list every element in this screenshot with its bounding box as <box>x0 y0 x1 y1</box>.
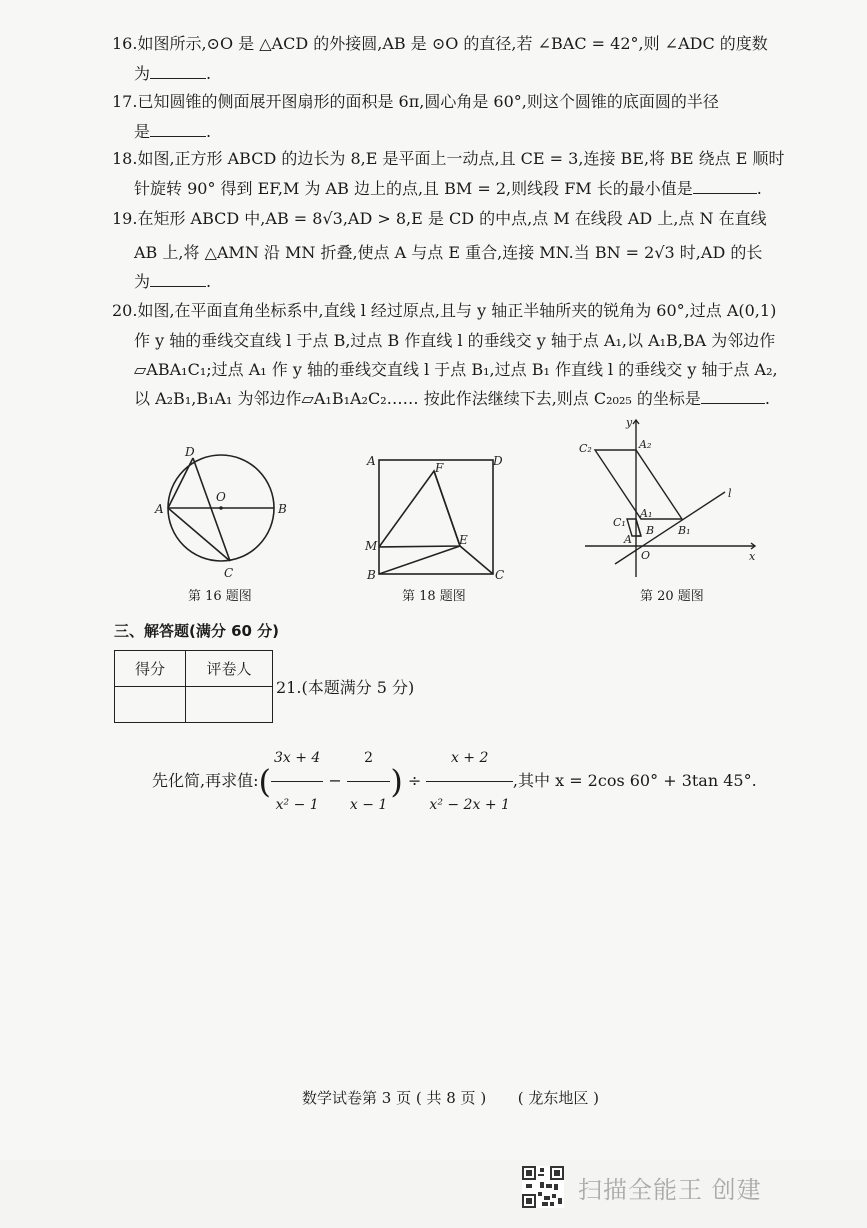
segment-be <box>379 546 460 574</box>
figure-20-caption: 第 20 题图 <box>640 589 704 604</box>
q21-suffix: ,其中 x = 2cos 60° + 3tan 45°. <box>512 771 757 790</box>
q18-prefix: 针旋转 90° 得到 EF,M 为 AB 边上的点,且 BM = 2,则线段 FM 长的最小值是 <box>134 179 693 198</box>
label-a2: A₂ <box>639 438 652 451</box>
label-c1: C₁ <box>613 516 626 529</box>
page-number: 数学试卷第 3 页 ( 共 8 页 ) <box>302 1089 487 1107</box>
q17-answer-blank <box>150 122 206 137</box>
section-heading: 三、解答题(满分 60 分) <box>114 622 280 640</box>
label-c2: C₂ <box>579 442 592 455</box>
label-b: B <box>278 502 287 516</box>
q20-line1: 20.如图,在平面直角坐标系中,直线 l 经过原点,且与 y 轴正半轴所夹的锐角为 60°,过点 A(0,1) <box>112 301 777 320</box>
divide-sign: ÷ <box>407 771 422 790</box>
score-cell <box>115 687 186 723</box>
label-b1: B₁ <box>678 524 691 537</box>
q21-expression <box>152 735 757 813</box>
q19-line2: AB 上,将 △AMN 沿 MN 折叠,使点 A 与点 E 重合,连接 MN.当 BN = 2√3 时,AD 的长 <box>134 243 763 262</box>
grader-cell <box>186 687 273 723</box>
parallelogram-c2 <box>595 450 682 519</box>
center-point <box>219 506 223 510</box>
q16-answer-blank <box>150 64 206 79</box>
q16-prefix: 为 <box>134 64 151 83</box>
label-d: D <box>493 454 503 468</box>
figure-18-square <box>362 448 512 583</box>
q18-line1: 18.如图,正方形 ABCD 的边长为 8,E 是平面上一动点,且 CE = 3,连接 BE,将 BE 绕点 E 顺时 <box>112 149 785 168</box>
label-a: A <box>155 502 164 516</box>
q17-prefix: 是 <box>134 122 151 141</box>
figure-16-caption: 第 16 题图 <box>188 589 252 604</box>
label-x: x <box>749 550 756 563</box>
q20-line2: 作 y 轴的垂线交直线 l 于点 B,过点 B 作直线 l 的垂线交 y 轴于点 A₁,以 A₁B,BA 为邻边作 <box>134 331 776 350</box>
label-a: A <box>367 454 376 468</box>
q17-line2 <box>134 122 211 142</box>
q19-answer-blank <box>150 272 206 287</box>
page-footer <box>302 1087 599 1108</box>
score-header: 得分 <box>115 651 186 687</box>
scanner-watermark: 扫描全能王 创建 <box>578 1176 762 1204</box>
label-m: M <box>365 539 378 553</box>
line-l <box>615 492 725 564</box>
label-o: O <box>641 549 651 562</box>
label-o: O <box>216 490 226 504</box>
q16-line2 <box>134 64 211 84</box>
q21-title: 21.(本题满分 5 分) <box>276 678 415 697</box>
segment-fe <box>434 471 460 546</box>
label-a1: A₁ <box>640 507 653 520</box>
q18-line2 <box>134 179 762 199</box>
q20-period: . <box>764 389 770 408</box>
q16-period: . <box>206 64 212 83</box>
score-table <box>114 650 273 723</box>
label-b: B <box>646 524 655 537</box>
figure-18-caption: 第 18 题图 <box>402 589 466 604</box>
label-d: D <box>185 445 195 459</box>
grader-header: 评卷人 <box>186 651 273 687</box>
q16-line1: 16.如图所示,⊙O 是 △ACD 的外接圆,AB 是 ⊙O 的直径,若 ∠BAC = 42°,则 ∠ADC 的度数 <box>112 34 768 53</box>
figure-16-circle <box>150 440 300 590</box>
label-e: E <box>459 533 468 547</box>
fraction-2: $\frac{2}{x - 1}$ <box>347 735 390 828</box>
segment-a1b <box>636 519 641 536</box>
fraction-1: $\frac{3x + 4}{\text{x² − 1}}$ <box>271 735 323 828</box>
figure-20-coordinate <box>575 412 765 577</box>
q21-prefix: 先化简,再求值: <box>152 771 259 790</box>
label-c: C <box>224 566 234 580</box>
q17-period: . <box>206 122 212 141</box>
chord-ad <box>168 458 193 508</box>
q20-line3: ▱ABA₁C₁;过点 A₁ 作 y 轴的垂线交直线 l 于点 B₁,过点 B₁ 作直线 l 的垂线交 y 轴于点 A₂, <box>134 360 778 379</box>
fraction-3: $\frac{x + 2}{\text{x² − 2x + 1}}$ <box>426 735 512 828</box>
q20-answer-blank <box>701 389 765 404</box>
label-l: l <box>728 487 732 500</box>
q19-line3 <box>134 272 211 292</box>
q17-line1: 17.已知圆锥的侧面展开图扇形的面积是 6π,圆心角是 60°,则这个圆锥的底面圆的半径 <box>112 92 719 111</box>
right-paren: ) <box>390 762 403 801</box>
q18-period: . <box>756 179 762 198</box>
q19-period: . <box>206 272 212 291</box>
label-c: C <box>495 568 505 582</box>
minus-sign: − <box>328 771 342 790</box>
q19-prefix: 为 <box>134 272 151 291</box>
q19-line1: 19.在矩形 ABCD 中,AB = 8√3,AD > 8,E 是 CD 的中点,点 M 在线段 AD 上,点 N 在直线 <box>112 209 767 228</box>
label-b: B <box>367 568 376 582</box>
region-label: ( 龙东地区 ) <box>517 1089 599 1107</box>
q20-line4 <box>134 389 770 409</box>
q20-prefix: 以 A₂B₁,B₁A₁ 为邻边作▱A₁B₁A₂C₂…… 按此作法继续下去,则点 C₂₀₂₅ 的坐标是 <box>134 389 701 408</box>
label-y: y <box>626 416 633 429</box>
q18-answer-blank <box>693 179 757 194</box>
label-f: F <box>435 461 444 475</box>
left-paren: ( <box>258 762 271 801</box>
label-a: A <box>624 533 632 546</box>
segment-ec <box>460 546 493 574</box>
qr-code-icon <box>522 1166 564 1208</box>
